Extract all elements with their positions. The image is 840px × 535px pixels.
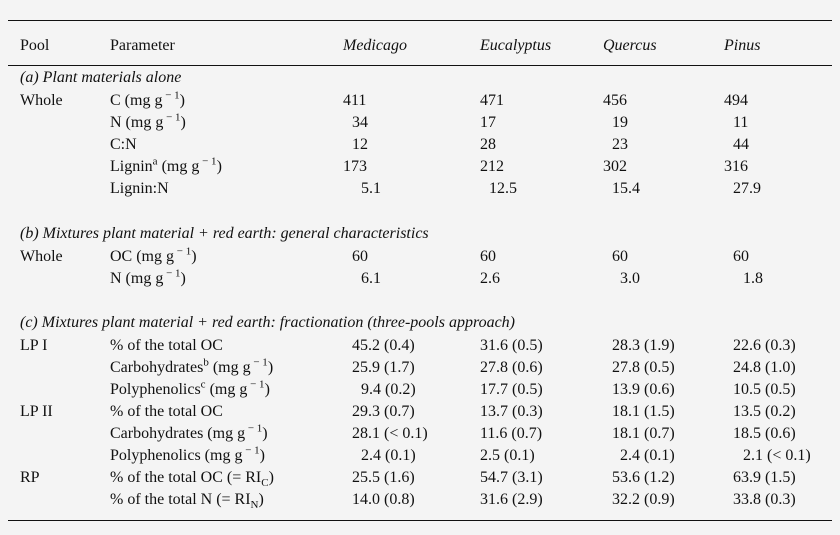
param-lp1-poly: Polyphenolics$^c$ (mg g $^{- 1}$) [110,378,270,398]
header-quercus: Quercus [603,37,657,54]
value-b-n-quercus: 3.0 [620,270,640,287]
value-a-cn-eucalyptus: 28 [480,136,496,153]
param-a-lignin: Lignin$^a$ (mg g $^{- 1}$) [110,155,222,175]
value-a-n-medicago: 34 [352,114,368,131]
pool-whole-a: Whole [20,92,63,109]
param-rp-oc: % of the total OC (= $RI_C$) [110,469,274,490]
table-bottom-rule [8,520,832,521]
value-a-cn-quercus: 23 [612,136,628,153]
header-pool: Pool [20,37,50,54]
value-lp2-poly-quercus: 2.4 (0.1) [620,447,675,464]
value-lp1-oc-quercus: 28.3 (1.9) [612,337,675,354]
value-a-lignin-n-eucalyptus: 12.5 [489,180,517,197]
value-lp1-poly-quercus: 13.9 (0.6) [612,381,675,398]
value-lp1-poly-eucalyptus: 17.7 (0.5) [480,381,543,398]
value-a-c-quercus: 456 [603,92,627,109]
value-a-c-eucalyptus: 471 [480,92,504,109]
value-lp1-oc-medicago: 45.2 (0.4) [352,337,415,354]
param-b-n: N (mg g $^{- 1}$) [110,267,186,287]
value-b-oc-eucalyptus: 60 [480,248,496,265]
param-lp2-poly: Polyphenolics (mg g $^{- 1}$) [110,444,265,464]
param-lp1-oc: % of the total OC [110,337,223,354]
value-a-lignin-n-medicago: 5.1 [361,180,381,197]
value-rp-n-quercus: 32.2 (0.9) [612,491,675,508]
value-rp-n-medicago: 14.0 (0.8) [352,491,415,508]
value-b-n-medicago: 6.1 [361,270,381,287]
value-a-lignin-quercus: 302 [603,158,627,175]
value-lp2-poly-pinus: 2.1 (< 0.1) [743,447,811,464]
value-a-lignin-n-quercus: 15.4 [612,180,640,197]
value-lp2-poly-eucalyptus: 2.5 (0.1) [480,447,535,464]
value-b-n-pinus: 1.8 [743,270,763,287]
param-lp1-carb: Carbohydrates$^b$ (mg g $^{- 1}$) [110,356,274,376]
param-a-n: N (mg g $^{- 1}$) [110,111,186,131]
param-a-cn: C:N [110,136,137,153]
header-medicago: Medicago [343,37,407,54]
value-lp2-oc-eucalyptus: 13.7 (0.3) [480,403,543,420]
section-b-title: (b) Mixtures plant material + red earth: general characteristics [20,225,429,242]
value-lp2-oc-quercus: 18.1 (1.5) [612,403,675,420]
value-lp2-carb-quercus: 18.1 (0.7) [612,425,675,442]
value-a-lignin-eucalyptus: 212 [480,158,504,175]
section-a-title: (a) Plant materials alone [20,69,182,86]
value-a-cn-pinus: 44 [733,136,749,153]
value-b-oc-pinus: 60 [733,248,749,265]
value-lp2-carb-medicago: 28.1 (< 0.1) [352,425,428,442]
value-a-lignin-pinus: 316 [724,158,748,175]
value-rp-oc-medicago: 25.5 (1.6) [352,469,415,486]
value-lp2-carb-pinus: 18.5 (0.6) [733,425,796,442]
value-rp-n-pinus: 33.8 (0.3) [733,491,796,508]
value-lp1-poly-pinus: 10.5 (0.5) [733,381,796,398]
pool-lp2: LP II [20,403,53,420]
value-a-c-pinus: 494 [724,92,748,109]
value-rp-oc-quercus: 53.6 (1.2) [612,469,675,486]
table-top-rule [8,20,832,21]
value-lp1-oc-eucalyptus: 31.6 (0.5) [480,337,543,354]
param-lp2-oc: % of the total OC [110,403,223,420]
value-lp2-carb-eucalyptus: 11.6 (0.7) [480,425,543,442]
value-rp-n-eucalyptus: 31.6 (2.9) [480,491,543,508]
value-rp-oc-eucalyptus: 54.7 (3.1) [480,469,543,486]
value-a-n-quercus: 19 [612,114,628,131]
header-pinus: Pinus [724,37,761,54]
value-b-oc-quercus: 60 [612,248,628,265]
value-lp1-carb-pinus: 24.8 (1.0) [733,359,796,376]
value-lp1-carb-medicago: 25.9 (1.7) [352,359,415,376]
param-a-c: C (mg g $^{- 1}$) [110,89,185,109]
value-lp1-poly-medicago: 9.4 (0.2) [361,381,416,398]
value-lp1-carb-eucalyptus: 27.8 (0.6) [480,359,543,376]
value-b-n-eucalyptus: 2.6 [480,270,500,287]
value-lp2-oc-pinus: 13.5 (0.2) [733,403,796,420]
param-a-lignin-n: Lignin:N [110,180,169,197]
table-header-rule [8,65,832,66]
value-b-oc-medicago: 60 [352,248,368,265]
value-lp1-carb-quercus: 27.8 (0.5) [612,359,675,376]
value-a-n-pinus: 11 [733,114,749,131]
value-lp2-oc-medicago: 29.3 (0.7) [352,403,415,420]
value-a-n-eucalyptus: 17 [480,114,496,131]
param-rp-n: % of the total N (= $RI_N$) [110,491,264,512]
pool-lp1: LP I [20,337,48,354]
param-b-oc: OC (mg g $^{- 1}$) [110,245,197,265]
value-a-cn-medicago: 12 [352,136,368,153]
value-lp1-oc-pinus: 22.6 (0.3) [733,337,796,354]
value-rp-oc-pinus: 63.9 (1.5) [733,469,796,486]
value-lp2-poly-medicago: 2.4 (0.1) [361,447,416,464]
pool-rp: RP [20,469,40,486]
header-eucalyptus: Eucalyptus [480,37,552,54]
section-c-title: (c) Mixtures plant material + red earth: fractionation (three-pools approach) [20,314,516,331]
header-parameter: Parameter [110,37,175,54]
value-a-lignin-medicago: 173 [343,158,367,175]
value-a-c-medicago: 411 [343,92,367,109]
value-a-lignin-n-pinus: 27.9 [733,180,761,197]
param-lp2-carb: Carbohydrates (mg g $^{- 1}$) [110,422,268,442]
pool-whole-b: Whole [20,248,63,265]
